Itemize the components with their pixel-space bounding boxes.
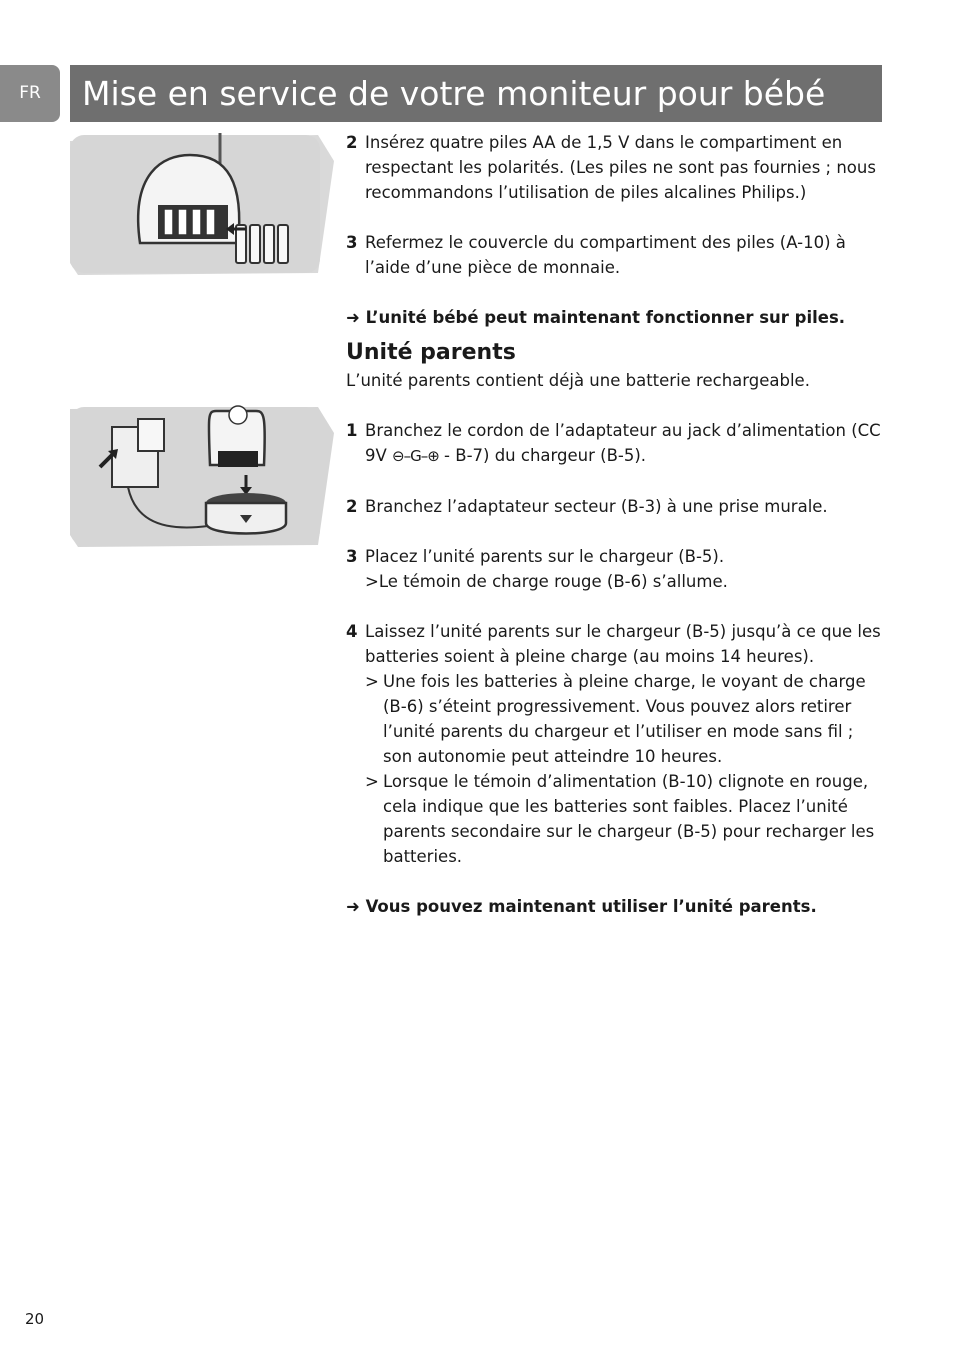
- step-text: Branchez le cordon de l’adaptateur au jack d’alimentation (CC 9V: [365, 421, 881, 465]
- parent-step-1: [346, 418, 884, 469]
- step-sub-item: [346, 669, 884, 769]
- step-text-continued: - B-7) du chargeur (B-5).: [438, 446, 647, 465]
- sub-text: Une fois les batteries à pleine charge, le voyant de charge (B-6) s’éteint progressivement. Vous pouvez alors retirer l’unité parents du chargeur et l’utiliser en mode sans fil ; son autonomie peut atteindre 10 heures.: [383, 672, 866, 766]
- sub-marker: >: [365, 772, 379, 791]
- step-text: Refermez le couvercle du compartiment des piles (A-10) à l’aide d’une pièce de monnaie.: [365, 233, 846, 277]
- step-text: Laissez l’unité parents sur le chargeur (B-5) jusqu’à ce que les batteries soient à pleine charge (au moins 14 heures).: [365, 622, 881, 666]
- step-number: 1: [346, 421, 358, 440]
- charger-illustration: [68, 405, 334, 550]
- sub-text: Lorsque le témoin d’alimentation (B-10) clignote en rouge, cela indique que les batteries sont faibles. Placez l’unité parents secondaire sur le chargeur (B-5) pour recharger les batteries.: [383, 772, 875, 866]
- step-number: 2: [346, 133, 358, 152]
- battery-step-2: [346, 130, 884, 205]
- step-number: 2: [346, 497, 358, 516]
- sub-marker: >: [365, 672, 379, 691]
- step-number: 3: [346, 233, 358, 252]
- step-text: Insérez quatre piles AA de 1,5 V dans le compartiment en respectant les polarités. (Les piles ne sont pas fournies ; nous recommandons l’utilisation de piles alcalines Philips.): [365, 133, 876, 202]
- step-number: 4: [346, 622, 358, 641]
- language-tab: FR: [0, 65, 60, 122]
- battery-step-3: [346, 230, 884, 280]
- battery-insertion-illustration: [68, 133, 334, 278]
- step-note: >Le témoin de charge rouge (B-6) s’allume.: [365, 572, 728, 591]
- page-number: 20: [25, 1310, 45, 1328]
- page-title: Mise en service de votre moniteur pour bébé: [82, 74, 826, 113]
- parent-result: ➜ Vous pouvez maintenant utiliser l’unité parents.: [346, 897, 817, 916]
- battery-result: ➜ L’unité bébé peut maintenant fonctionner sur piles.: [346, 308, 846, 327]
- parent-step-3: [346, 544, 884, 569]
- step-text: Branchez l’adaptateur secteur (B-3) à une prise murale.: [365, 497, 828, 516]
- polarity-symbol-icon: ⊖–G–⊕: [392, 447, 439, 465]
- step-text: Placez l’unité parents sur le chargeur (B-5).: [365, 547, 725, 566]
- parent-step-4: [346, 619, 884, 669]
- instructions-column: [346, 130, 884, 919]
- step-number: 3: [346, 547, 358, 566]
- title-bar: [70, 65, 882, 122]
- step-sub-item: [346, 769, 884, 869]
- section-heading-parent-unit: Unité parents: [346, 340, 516, 365]
- parent-step-2: [346, 494, 884, 519]
- parent-intro: L’unité parents contient déjà une batterie rechargeable.: [346, 371, 810, 390]
